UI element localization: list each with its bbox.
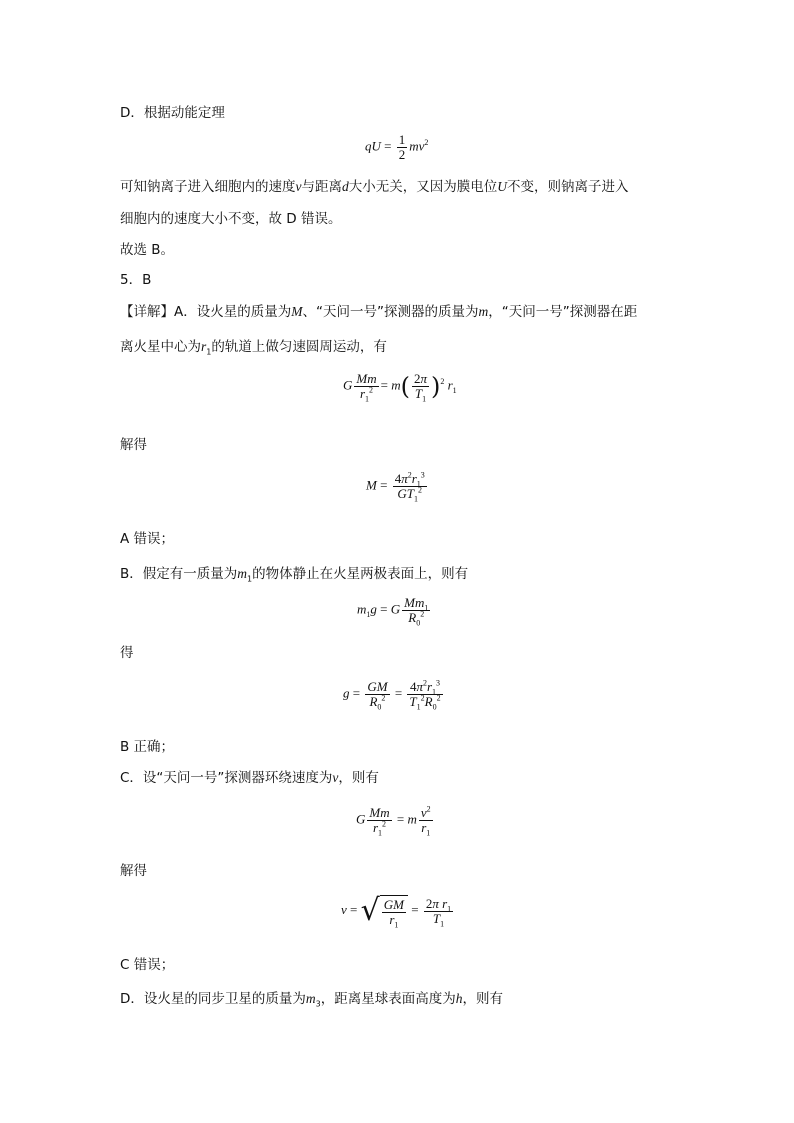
equation-qu: qU = $\frac{1}{2}$ $mv^2$	[365, 132, 429, 162]
c-line1: C．设“天问一号”探测器环绕速度为v，则有	[120, 770, 379, 786]
a-wrong: A 错误；	[120, 531, 175, 547]
equation-surface-gravity: $m_1g = G$ $\frac{Mm_1}{R_0^2}$	[357, 595, 429, 628]
detail-a-line2: 离火星中心为$r_1$的轨道上做匀速圆周运动，有	[120, 339, 387, 357]
question-5: 5．B	[120, 272, 152, 288]
jiede-1: 解得	[120, 437, 147, 453]
b-line1: B．假定有一质量为$m_1$的物体静止在火星两极表面上，则有	[120, 566, 469, 584]
equation-g: g = $\frac{GM}{R_0^2}$ = $\frac{4\pi^2r_1^3}{T_1^2R_0^2}$	[343, 678, 441, 712]
select-b: 故选 B。	[120, 242, 175, 258]
c-wrong: C 错误；	[120, 957, 175, 973]
equation-mass: M = $\frac{4\pi^2r_1^3}{GT_1^2}$	[366, 470, 425, 504]
equation-v-solution: v = √ $\frac{GM}{r_1}$ = $\frac{2\pi r_1}{T_1}$	[341, 893, 452, 930]
d-text-line1: 可知钠离子进入细胞内的速度v与距离d大小无关，又因为膜电位U不变，则钠离子进入	[120, 179, 629, 195]
equation-velocity: G $\frac{Mm}{r_1^2}$ = m $\frac{v^2}{r_1}$	[356, 804, 431, 838]
b-right: B 正确；	[120, 739, 175, 755]
d-text-line2: 细胞内的速度大小不变，故 D 错误。	[120, 211, 342, 227]
jiede-2: 解得	[120, 863, 147, 879]
detail-a-line1: 【详解】A．设火星的质量为M、“天问一号”探测器的质量为m，“天问一号”探测器在距	[120, 304, 638, 320]
de: 得	[120, 645, 134, 661]
equation-gravity-orbit: G $\frac{Mm}{r_1^2}$ = m( $\frac{2\pi}{T_1}$ )$^2$ $r_1$	[343, 371, 457, 404]
d2-line1: D．设火星的同步卫星的质量为$m_3$，距离星球表面高度为h，则有	[120, 991, 503, 1009]
d-title: D．根据动能定理	[120, 105, 225, 121]
